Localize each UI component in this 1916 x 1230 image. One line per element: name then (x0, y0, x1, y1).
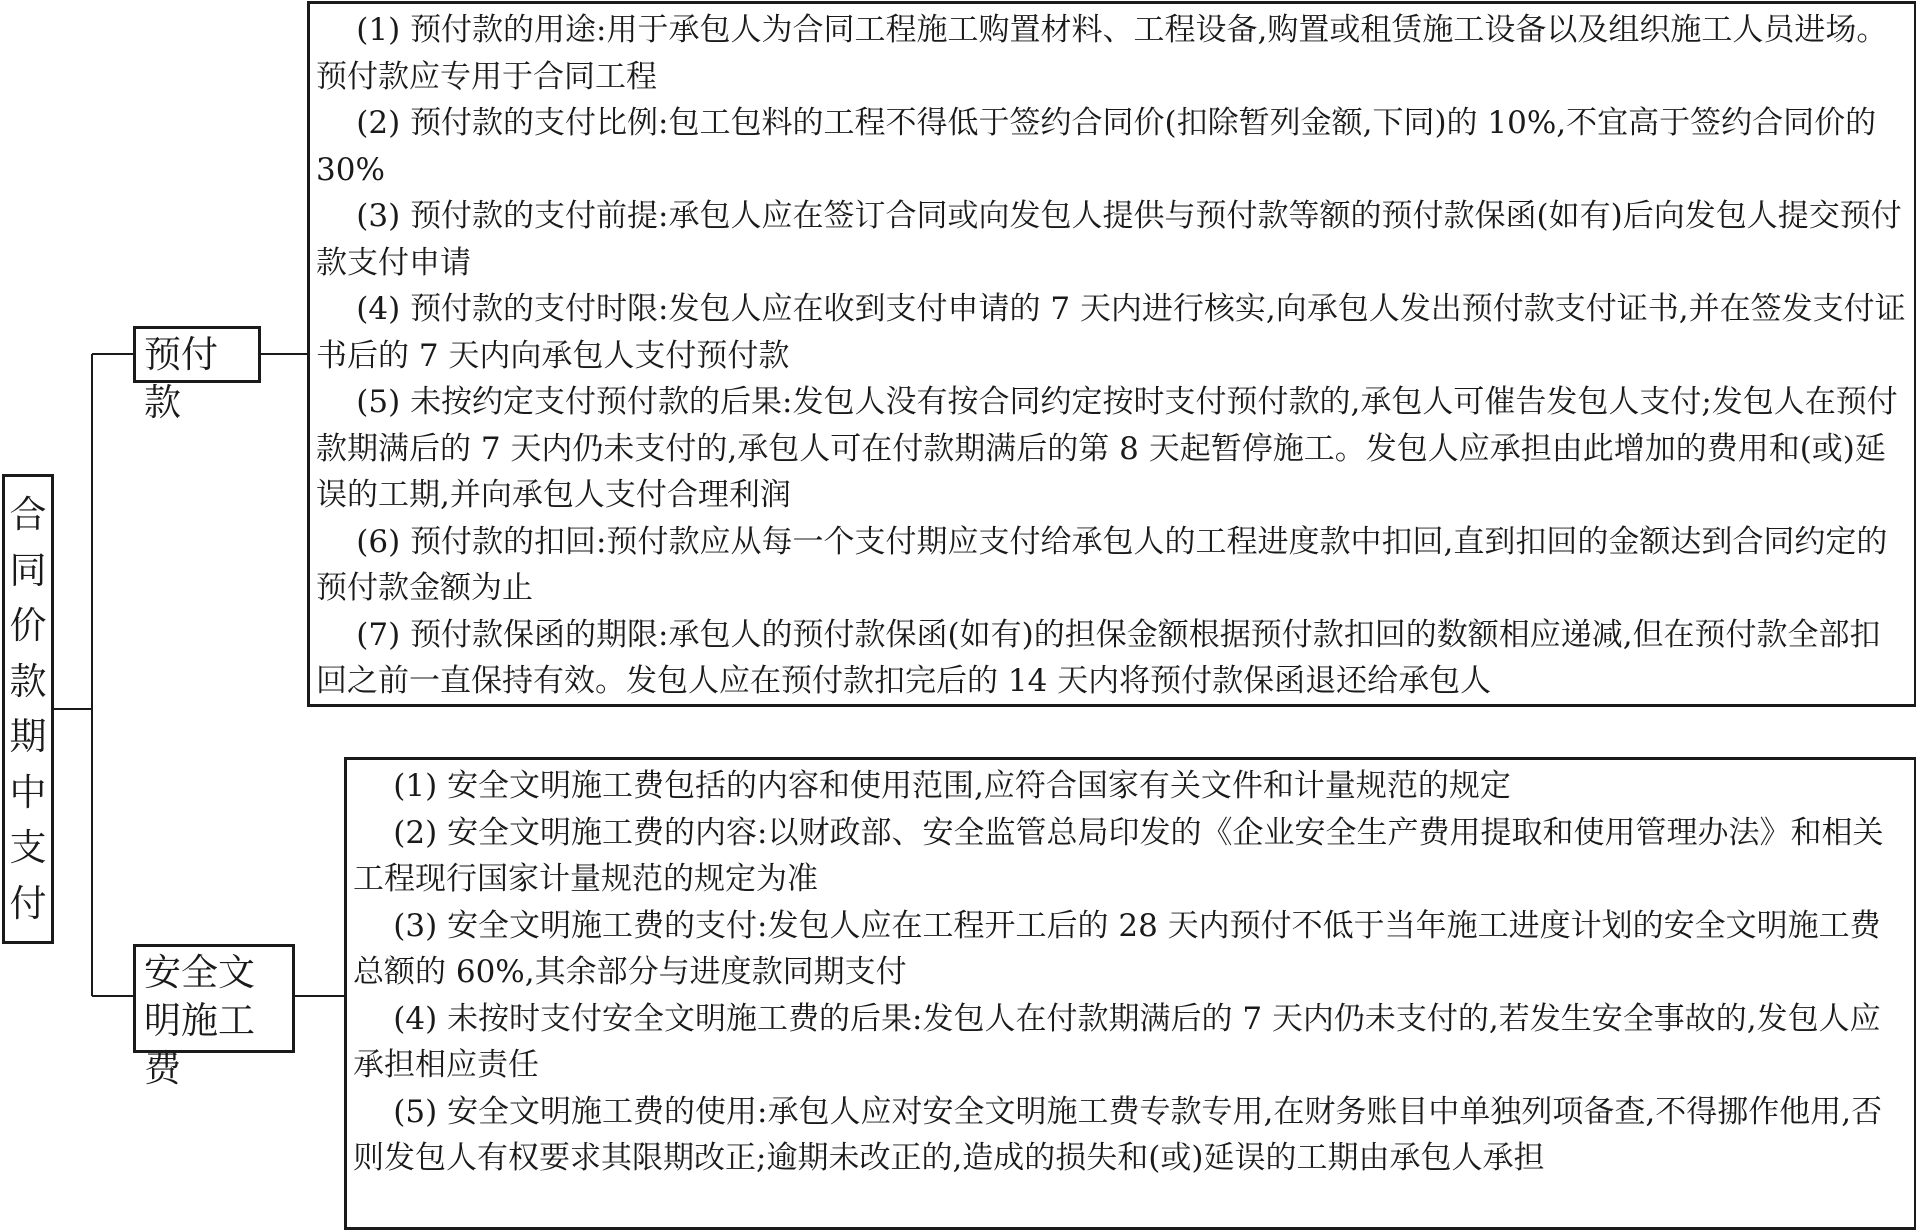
detail-item: (3) 预付款的支付前提:承包人应在签订合同或向发包人提供与预付款等额的预付款保函(如有)后向发包人提交预付款支付申请 (316, 198, 1902, 281)
detail-box-safety-fee (344, 757, 1916, 1230)
detail-item: (4) 预付款的支付时限:发包人应在收到支付申请的 7 天内进行核实,向承包人发出预付款支付证书,并在签发支付证书后的 7 天内向承包人支付预付款 (316, 291, 1906, 374)
root-char: 期 (9, 715, 47, 759)
detail-item: (1) 预付款的用途:用于承包人为合同工程施工购置材料、工程设备,购置或租赁施工设备以及组织施工人员进场。预付款应专用于合同工程 (316, 12, 1888, 95)
root-char: 合 (9, 493, 47, 537)
detail-item: (4) 未按时支付安全文明施工费的后果:发包人在付款期满后的 7 天内仍未支付的,若发生安全事故的,发包人应承担相应责任 (353, 1000, 1881, 1083)
root-char: 中 (9, 770, 47, 814)
root-char: 支 (9, 826, 47, 870)
root-char: 款 (9, 659, 47, 703)
detail-item: (2) 安全文明施工费的内容:以财政部、安全监管总局印发的《企业安全生产费用提取和使用管理办法》和相关工程现行国家计量规范的规定为准 (353, 814, 1884, 897)
detail-item: (2) 预付款的支付比例:包工包料的工程不得低于签约合同价(扣除暂列金额,下同)的 10%,不宜高于签约合同价的 30% (316, 105, 1877, 188)
detail-item: (5) 未按约定支付预付款的后果:发包人没有按合同约定按时支付预付款的,承包人可催告发包人支付;发包人在预付款期满后的 7 天内仍未支付的,承包人可在付款期满后的第 8 天起暂停施工。发包人应承担由此增加的费用和(或)延误的工期,并向承包人支付合理利润 (316, 384, 1898, 513)
branch-node-advance-payment: 预付款 (133, 326, 261, 383)
detail-item: (3) 安全文明施工费的支付:发包人应在工程开工后的 28 天内预付不低于当年施工进度计划的安全文明施工费总额的 60%,其余部分与进度款同期支付 (353, 907, 1881, 990)
root-node (2, 474, 54, 944)
detail-item: (6) 预付款的扣回:预付款应从每一个支付期应支付给承包人的工程进度款中扣回,直到扣回的金额达到合同约定的预付款金额为止 (316, 523, 1888, 606)
root-char: 付 (9, 881, 47, 925)
branch-node-safety-fee: 安全文明施工费 (133, 944, 295, 1053)
detail-item: (5) 安全文明施工费的使用:承包人应对安全文明施工费专款专用,在财务账目中单独列项备查,不得挪作他用,否则发包人有权要求其限期改正;逾期未改正的,造成的损失和(或)延误的工期由承包人承担 (353, 1093, 1883, 1176)
detail-item: (7) 预付款保函的期限:承包人的预付款保函(如有)的担保金额根据预付款扣回的数额相应递减,但在预付款全部扣回之前一直保持有效。发包人应在预付款扣完后的 14 天内将预付款保函退还给承包人 (316, 616, 1881, 699)
detail-box-advance-payment (307, 1, 1916, 707)
detail-item: (1) 安全文明施工费包括的内容和使用范围,应符合国家有关文件和计量规范的规定 (393, 768, 1511, 804)
root-char: 价 (9, 604, 47, 648)
root-char: 同 (9, 548, 47, 592)
